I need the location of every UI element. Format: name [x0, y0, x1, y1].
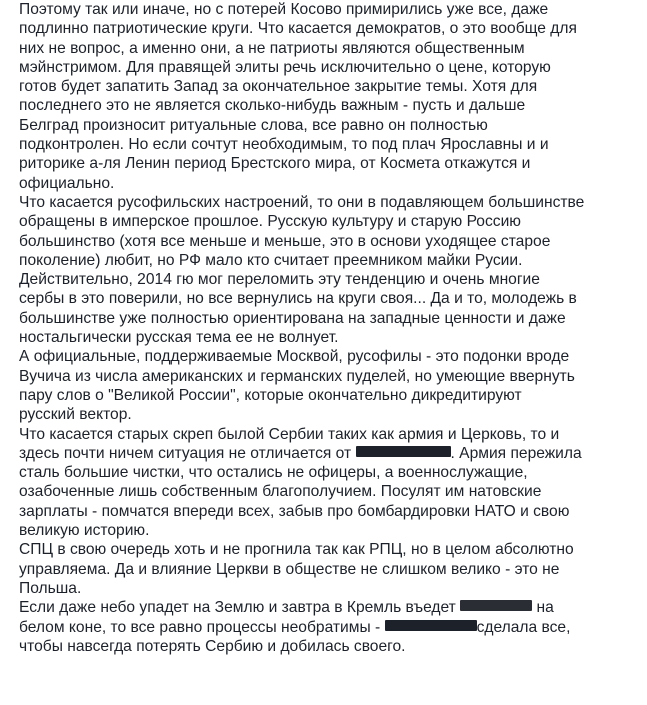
text-segment: на [536, 599, 554, 617]
text-line [19, 598, 631, 617]
text-line: сербы в это поверили, но все вернулись на круги своя... Да и то, молодежь в [19, 290, 577, 308]
text-segment: здесь почти ничем ситуация не отличается от [19, 444, 352, 462]
text-line: великую историю. [19, 522, 150, 540]
text-line: большинстве уже полностью ориентирована на западные ценности и даже [19, 309, 566, 327]
text-line: обращены в имперское прошлое. Русскую культуру и старую Россию [19, 213, 521, 231]
text-line: мэйнстримом. Для правящей элиты речь исключительно о цене, которую [19, 58, 551, 76]
text-line: сталь большие чистки, что остались не офицеры, а военнослужащие, [19, 464, 528, 482]
text-line: зарплаты - помчатся впереди всех, забыв про бомбардировки НАТО и свою [19, 502, 570, 520]
text-segment: сделала все, [476, 618, 571, 636]
text-line: ностальгически русская тема ее не волнует. [19, 329, 339, 347]
text-line [19, 444, 631, 463]
text-line: чтобы навсегда потерять Сербию и добилась своего. [19, 637, 406, 655]
text-line: риторике а-ля Ленин период Брестского мира, от Космета откажутся и [19, 155, 531, 173]
text-segment: Если даже небо упадет на Землю и завтра в Кремль въедет [19, 599, 456, 617]
text-line: управляема. Да и влияние Церкви в обществе не слишком велико - это не [19, 560, 560, 578]
text-line: последнего это не является сколько-нибудь важным - пусть и дальше [19, 97, 526, 115]
text-line: большинство (хотя все меньше и меньше, это в основи уходящее старое [19, 232, 551, 250]
text-line: Белград произносит ритуальные слова, все равно он полностью [19, 116, 488, 134]
text-line: А официальные, поддерживаемые Москвой, русофилы - это подонки вроде [19, 348, 570, 366]
post-body-text [19, 0, 631, 656]
text-line [19, 618, 631, 637]
text-line: Действительно, 2014 гю мог переломить эту тенденцию и очень многие [19, 271, 540, 289]
text-segment: . Армия пережила [450, 444, 582, 462]
text-line: Что касается русофильских настроений, то они в подавляющем большинстве [19, 193, 585, 211]
redaction-bar [460, 600, 532, 611]
text-segment: белом коне, то все равно процессы необратимы - [19, 618, 381, 636]
text-line: поколение) любит, но РФ мало кто считает преемником майки Русии. [19, 251, 523, 269]
text-line: озабоченные лишь собственным благополучием. Посулят им натовские [19, 483, 542, 501]
text-line: готов будет запатить Запад за окончательное закрытие темы. Хотя для [19, 78, 538, 96]
text-line: пару слов о "Великой России", которые окончательно дикредитируют [19, 386, 522, 404]
text-line: СПЦ в свою очередь хоть и не прогнила так как РПЦ, но в целом абсолютно [19, 541, 574, 559]
text-line: подлинно патриотические круги. Что касается демократов, о это вообще для [19, 20, 577, 38]
text-line: Что касается старых скреп былой Сербии таких как армия и Церковь, то и [19, 425, 560, 443]
text-line: русский вектор. [19, 406, 132, 424]
redaction-bar [385, 620, 477, 631]
text-line: Польша. [19, 579, 82, 597]
text-line: подконтролен. Но если сочтут необходимым, то под плач Ярославны и и [19, 136, 549, 154]
redaction-bar [356, 446, 451, 457]
text-line: них не вопрос, а именно они, а не патриоты являются общественным [19, 39, 525, 57]
text-line: Поэтому так или иначе, но с потерей Косово примирились уже все, даже [19, 1, 549, 18]
text-line: официально. [19, 174, 115, 192]
text-line: Вучича из числа американских и германских пуделей, но умеющие ввернуть [19, 367, 575, 385]
